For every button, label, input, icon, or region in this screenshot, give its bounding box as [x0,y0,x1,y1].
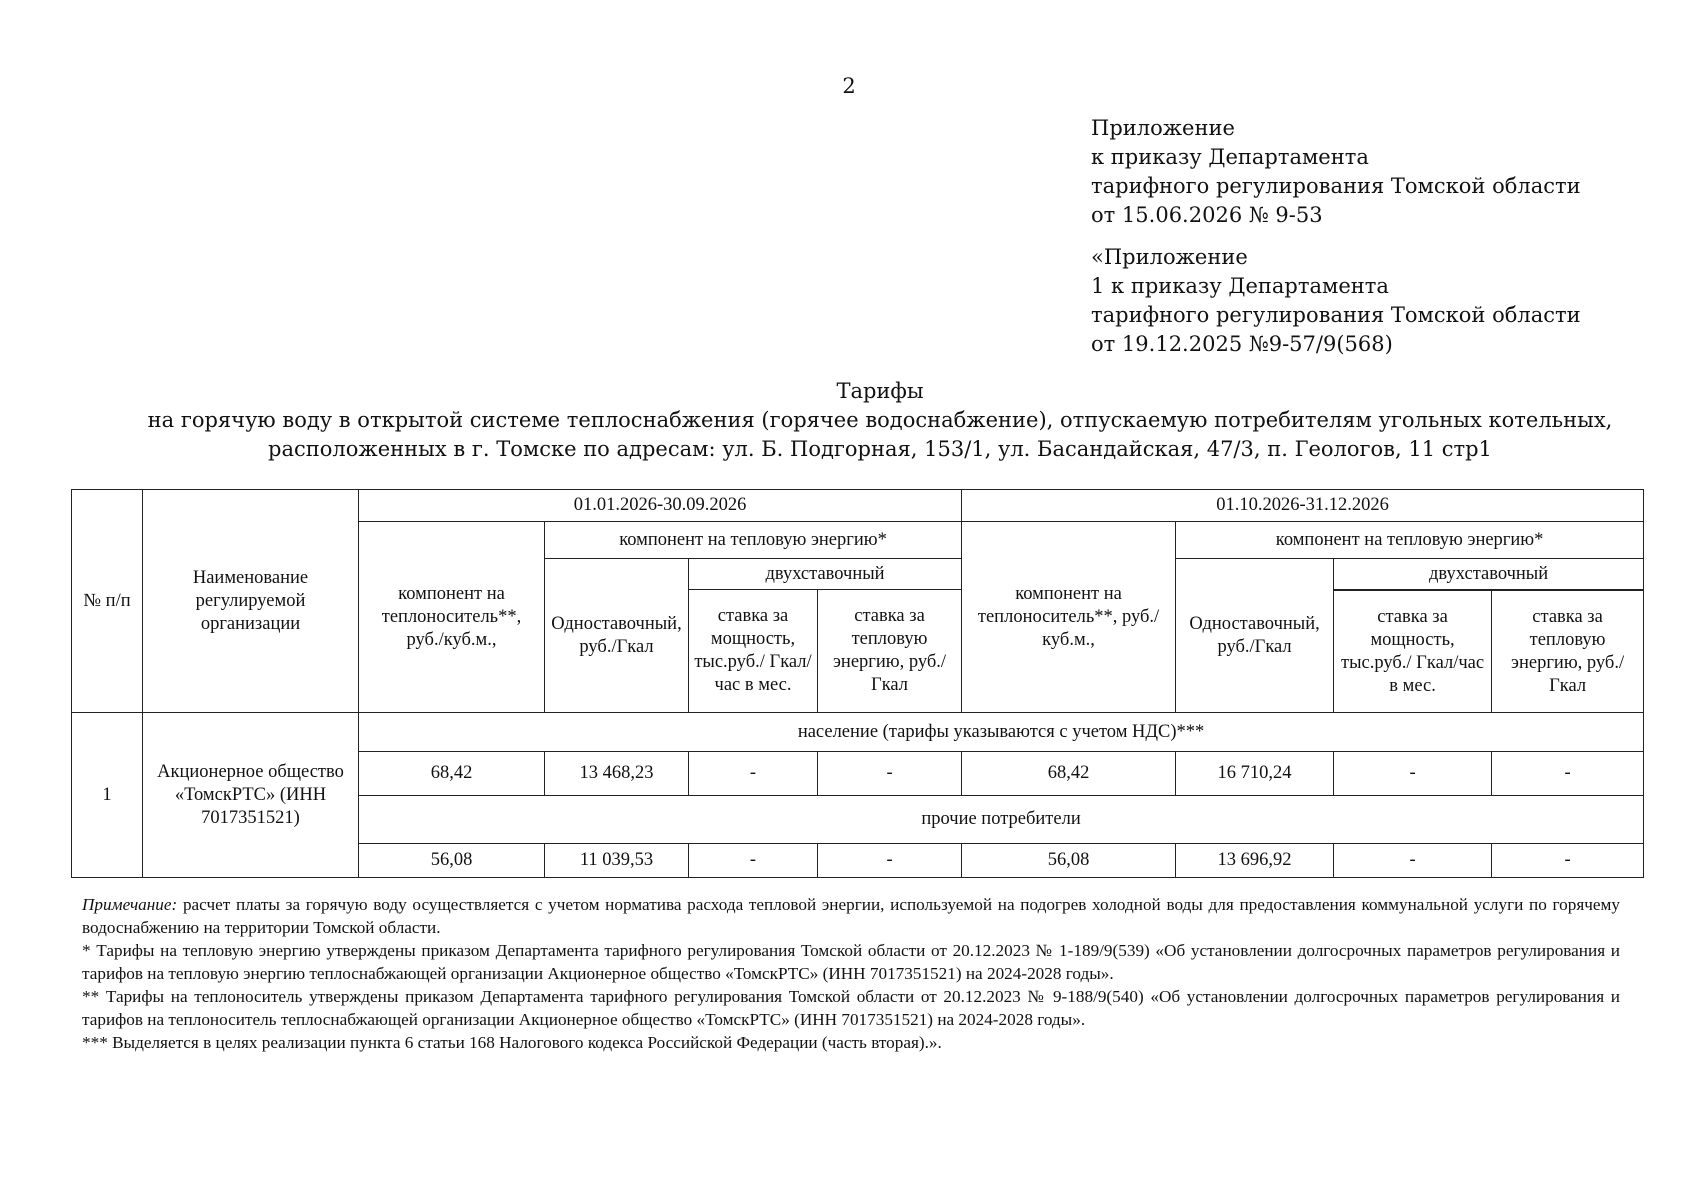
header-period-1: 01.01.2026-30.09.2026 [359,490,962,522]
value-cell: 11 039,53 [545,844,689,878]
footnote-thermal-energy: * Тарифы на тепловую энергию утверждены приказом Департамента тарифного регулирования Томской области от 20.12.2023 № 1-189/9(539) «Об установлении долгосрочных параметров регулирования и тарифов на тепловую энергию теплоснабжающей организации Акционерное общество «ТомскРТС» (ИНН 7017351521) на 2024-2028 годы». [82,941,1620,983]
appendix-line: «Приложение [1091,245,1248,269]
appendix-line: 1 к приказу Департамента [1091,274,1389,298]
appendix-line: к приказу Департамента [1091,145,1369,169]
document-title [60,377,1698,464]
value-cell: 13 468,23 [545,752,689,796]
appendix-line: тарифного регулирования Томской области [1091,303,1581,327]
group-label-population: население (тарифы указываются с учетом НДС)*** [359,713,1644,752]
value-cell: 56,08 [359,844,545,878]
header-period-2: 01.10.2026-31.12.2026 [962,490,1644,522]
header-capacity-rate-1: ставка за мощность, тыс.руб./ Гкал/час в мес. [689,590,818,713]
header-coolant-1: компонент на теплоноситель**, руб./куб.м., [359,522,545,713]
row-org-name: Акционерное общество «ТомскРТС» (ИНН 7017351521) [143,713,359,878]
value-cell: - [818,844,962,878]
value-cell: 13 696,92 [1176,844,1334,878]
note-text: расчет платы за горячую воду осуществляется с учетом норматива расхода тепловой энергии, используемой на подогрев холодной воды для предоставления коммунальной услуги по горячему водоснабжению на территории Томской области. [82,895,1620,937]
header-single-rate-1: Одноставочный, руб./Гкал [545,559,689,713]
header-num: № п/п [72,490,143,713]
header-thermal-1: компонент на тепловую энергию* [545,522,962,559]
value-cell: - [1334,752,1492,796]
value-cell: - [1334,844,1492,878]
value-cell: 68,42 [359,752,545,796]
appendix-line: от 15.06.2026 № 9-53 [1091,203,1323,227]
header-capacity-rate-2: ставка за мощность, тыс.руб./ Гкал/час в мес. [1334,591,1492,713]
header-coolant-2: компонент на теплоноситель**, руб./куб.м., [962,522,1176,713]
appendix-line: тарифного регулирования Томской области [1091,174,1581,198]
appendix-line: от 19.12.2025 №9-57/9(568) [1091,332,1393,356]
value-cell: - [1492,844,1644,878]
header-single-rate-2: Одноставочный, руб./Гкал [1176,559,1334,713]
value-cell: 68,42 [962,752,1176,796]
title-subheading: расположенных в г. Томске по адресам: ул. Б. Подгорная, 153/1, ул. Басандайская, 47/3, п. Геологов, 11 стр1 [268,437,1492,461]
header-energy-rate-2: ставка за тепловую энергию, руб./Гкал [1492,591,1644,713]
value-cell: 16 710,24 [1176,752,1334,796]
notes-section [82,893,1620,1054]
note-label: Примечание: [82,895,178,914]
row-num: 1 [72,713,143,878]
header-two-rate-1: двухставочный [689,559,962,590]
footnote-coolant: ** Тарифы на теплоноситель утверждены приказом Департамента тарифного регулирования Томской области от 20.12.2023 № 9-188/9(540) «Об установлении долгосрочных параметров регулирования и тарифов на теплоноситель теплоснабжающей организации Акционерное общество «ТомскРТС» (ИНН 7017351521) на 2024-2028 годы». [82,987,1620,1029]
value-cell: - [818,752,962,796]
value-cell: - [1492,752,1644,796]
page-number: 2 [842,74,856,98]
appendix-line: Приложение [1091,116,1235,140]
title-subheading: на горячую воду в открытой системе теплоснабжения (горячее водоснабжение), отпускаемую потребителям угольных котельных, [147,408,1613,432]
title-heading: Тарифы [836,379,924,403]
header-org-name: Наименование регулируемой организации [143,490,359,713]
value-cell: - [689,844,818,878]
appendix-previous-order [1091,243,1651,359]
header-thermal-2: компонент на тепловую энергию* [1176,522,1644,559]
group-label-other-consumers: прочие потребители [359,796,1644,844]
value-cell: 56,08 [962,844,1176,878]
appendix-current-order [1091,114,1651,230]
value-cell: - [689,752,818,796]
header-two-rate-2: двухставочный [1334,559,1644,590]
tariffs-table [71,489,1644,878]
footnote-vat: *** Выделяется в целях реализации пункта 6 статьи 168 Налогового кодекса Российской Федерации (часть вторая).». [82,1033,942,1052]
note-paragraph [82,893,1620,939]
header-energy-rate-1: ставка за тепловую энергию, руб./Гкал [818,590,962,713]
